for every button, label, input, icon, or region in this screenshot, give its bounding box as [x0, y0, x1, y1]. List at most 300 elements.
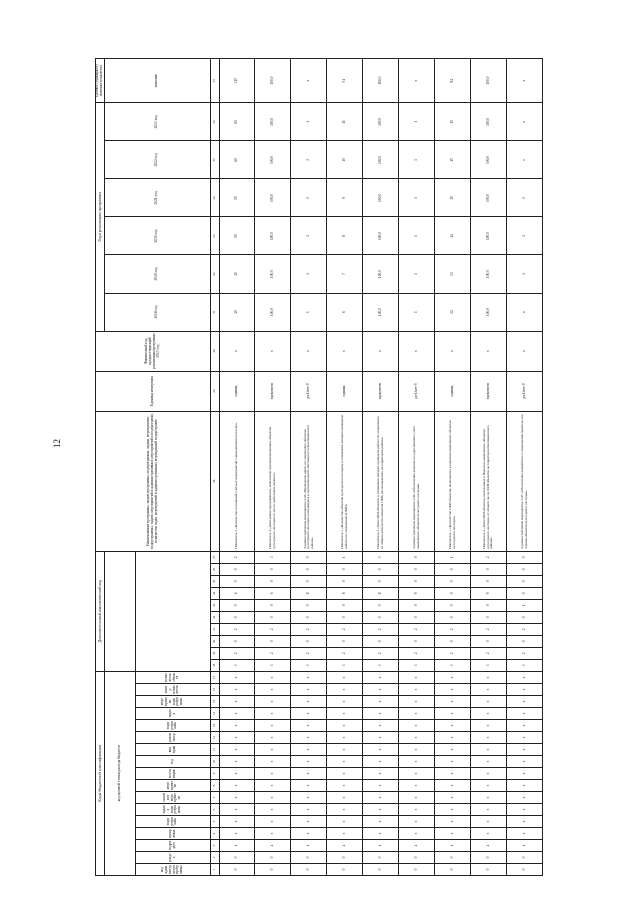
- base-year-cell: x: [291, 331, 327, 371]
- code-cell: x: [435, 720, 471, 732]
- code-cell: x: [507, 804, 543, 816]
- code-cell: 4: [291, 840, 327, 852]
- code-cell: x: [219, 708, 255, 720]
- code-sub-header: год: [135, 756, 210, 768]
- code-cell: 0: [255, 599, 291, 611]
- code-cell: 2: [291, 647, 327, 659]
- year-value-cell: x: [507, 103, 543, 141]
- base-year-cell: x: [471, 331, 507, 371]
- code-cell: x: [399, 816, 435, 828]
- code-cell: 0: [291, 635, 327, 647]
- column-number: 19: [210, 647, 219, 659]
- code-cell: x: [399, 744, 435, 756]
- code-cell: x: [327, 828, 363, 840]
- code-cell: x: [507, 828, 543, 840]
- code-cell: 0: [327, 611, 363, 623]
- code-cell: 1: [507, 599, 543, 611]
- code-cell: x: [327, 804, 363, 816]
- year-value-cell: 100,0: [471, 217, 507, 255]
- code-cell: 4: [219, 840, 255, 852]
- code-cell: 0: [219, 611, 255, 623]
- code-cell: x: [435, 732, 471, 744]
- code-cell: 2: [291, 623, 327, 635]
- year-value-cell: 1: [399, 141, 435, 179]
- code-cell: x: [435, 804, 471, 816]
- code-cell: x: [435, 816, 471, 828]
- code-cell: x: [327, 720, 363, 732]
- year-header: 2019 год: [104, 255, 210, 293]
- code-cell: 4: [255, 840, 291, 852]
- unit-cell: да-1/нет-0: [291, 371, 327, 411]
- code-cell: 2: [363, 623, 399, 635]
- code-cell: x: [507, 684, 543, 696]
- column-number: 30: [210, 331, 219, 371]
- code-cell: 3: [291, 659, 327, 671]
- column-number: 28: [210, 411, 219, 551]
- unit-cell: единиц: [327, 371, 363, 411]
- table-row: [399, 59, 435, 876]
- indicator-name-cell: Показатель 2 «Доля ОКН объектов, включенных в Перечень выявленных объектов культурного наследия, от общего числа ОКН объектов на территории Колпашевского района»: [471, 411, 507, 551]
- addl-code-header: Дополнительный аналитический код: [96, 551, 105, 671]
- code-cell: x: [291, 828, 327, 840]
- code-cell: x: [363, 684, 399, 696]
- code-cell: x: [363, 816, 399, 828]
- code-cell: x: [399, 828, 435, 840]
- base-year-cell: x: [399, 331, 435, 371]
- code-cell: 4: [471, 840, 507, 852]
- code-sub-header: задача: [135, 708, 210, 720]
- code-cell: x: [399, 720, 435, 732]
- code-cell: 2: [435, 647, 471, 659]
- table-row: [471, 59, 507, 876]
- code-cell: 0: [435, 864, 471, 876]
- code-cell: x: [327, 768, 363, 780]
- table-row: [507, 59, 543, 876]
- code-cell: 0: [363, 635, 399, 647]
- column-number: 24: [210, 587, 219, 599]
- column-number: 1: [210, 864, 219, 876]
- code-cell: 2: [507, 623, 543, 635]
- code-cell: x: [399, 792, 435, 804]
- code-cell: x: [327, 744, 363, 756]
- code-cell: x: [327, 732, 363, 744]
- code-cell: 0: [219, 575, 255, 587]
- column-number: 27: [210, 551, 219, 563]
- code-sub-header: поставщик: [135, 768, 210, 780]
- code-cell: x: [255, 792, 291, 804]
- header-row-1: [96, 59, 105, 876]
- code-cell: x: [255, 684, 291, 696]
- code-sub-header: показатель объекта: [135, 671, 210, 683]
- year-value-cell: 100,0: [255, 103, 291, 141]
- code-cell: 2: [471, 551, 507, 563]
- code-cell: 0: [399, 611, 435, 623]
- year-value-cell: 1: [291, 217, 327, 255]
- code-cell: x: [435, 756, 471, 768]
- code-cell: x: [219, 696, 255, 708]
- code-cell: x: [399, 684, 435, 696]
- year-header: 2020 год: [104, 217, 210, 255]
- year-value-cell: 8: [327, 217, 363, 255]
- code-cell: 2: [471, 623, 507, 635]
- code-cell: 9: [399, 587, 435, 599]
- code-cell: 2: [327, 623, 363, 635]
- code-cell: x: [291, 684, 327, 696]
- code-cell: x: [435, 792, 471, 804]
- code-cell: 0: [471, 852, 507, 864]
- code-cell: 3: [507, 659, 543, 671]
- year-value-cell: 1: [507, 179, 543, 217]
- code-cell: x: [399, 756, 435, 768]
- code-cell: 0: [327, 599, 363, 611]
- year-value-cell: 15: [435, 179, 471, 217]
- code-cell: x: [255, 696, 291, 708]
- year-value-cell: 100,0: [471, 103, 507, 141]
- code-cell: x: [255, 744, 291, 756]
- column-number: 21: [210, 623, 219, 635]
- year-header: 2018 год: [104, 293, 210, 331]
- indicator-name-cell: Показатель 3 «Доля реконструированных, капитально отремонтированных объектов культурного наследия от числа требующих ремонта»: [255, 411, 291, 551]
- code-cell: x: [255, 708, 291, 720]
- code-cell: 6: [219, 587, 255, 599]
- year-value-cell: 100,0: [363, 255, 399, 293]
- target-item-header: код целевой статьи расхода бюджета: [104, 671, 135, 875]
- code-cell: x: [471, 828, 507, 840]
- column-number: 37: [210, 59, 219, 103]
- code-cell: x: [507, 816, 543, 828]
- code-cell: 0: [255, 563, 291, 575]
- code-cell: x: [291, 792, 327, 804]
- code-cell: 0: [399, 599, 435, 611]
- code-sub-header: подраздел: [135, 840, 210, 852]
- code-cell: x: [291, 732, 327, 744]
- code-cell: x: [291, 804, 327, 816]
- code-cell: 0: [471, 599, 507, 611]
- column-number: 14: [210, 708, 219, 720]
- code-cell: 0: [471, 635, 507, 647]
- column-number: 9: [210, 768, 219, 780]
- code-cell: x: [291, 816, 327, 828]
- code-cell: x: [507, 780, 543, 792]
- code-cell: x: [291, 696, 327, 708]
- indicator-name-cell: Показатель 1 «Количество объектов культурного наследия, в отношении которых проведены работы по сохранению (ОКН)»: [327, 411, 363, 551]
- code-cell: 0: [507, 575, 543, 587]
- code-cell: x: [399, 780, 435, 792]
- unit-cell: процентов: [255, 371, 291, 411]
- code-sub-header: подпрограмма: [135, 816, 210, 828]
- code-cell: 0: [363, 599, 399, 611]
- column-number: 32: [210, 255, 219, 293]
- code-cell: x: [435, 828, 471, 840]
- year-value-cell: 1: [291, 179, 327, 217]
- code-cell: x: [471, 684, 507, 696]
- final-value-cell: 84: [435, 59, 471, 103]
- year-value-cell: 100,0: [255, 217, 291, 255]
- year-header: 2022 год: [104, 141, 210, 179]
- year-value-cell: 11: [327, 103, 363, 141]
- addl-code-sub-header-blank: [135, 551, 210, 671]
- code-cell: 0: [471, 611, 507, 623]
- code-cell: 0: [327, 635, 363, 647]
- code-cell: x: [327, 671, 363, 683]
- year-value-cell: 9: [327, 179, 363, 217]
- code-cell: 3: [255, 659, 291, 671]
- code-cell: x: [327, 708, 363, 720]
- code-cell: 0: [327, 852, 363, 864]
- code-cell: x: [435, 780, 471, 792]
- code-sub-header: задача подпрограммы: [135, 804, 210, 816]
- final-value-cell: x: [507, 59, 543, 103]
- year-value-cell: 100,0: [363, 103, 399, 141]
- code-cell: 4: [507, 840, 543, 852]
- column-number: 8: [210, 780, 219, 792]
- budget-class-header: Коды бюджетной классификации: [96, 671, 105, 875]
- year-value-cell: 100,0: [255, 255, 291, 293]
- column-number: 12: [210, 732, 219, 744]
- code-cell: 0: [291, 599, 327, 611]
- code-cell: x: [507, 792, 543, 804]
- code-cell: 2: [471, 647, 507, 659]
- year-value-cell: 40: [219, 293, 255, 331]
- year-value-cell: 100,0: [255, 179, 291, 217]
- code-cell: 0: [255, 864, 291, 876]
- column-number: 2: [210, 852, 219, 864]
- code-cell: x: [363, 720, 399, 732]
- code-cell: x: [219, 828, 255, 840]
- unit-cell: да-1/нет-0: [399, 371, 435, 411]
- code-cell: 9: [471, 587, 507, 599]
- code-cell: 2: [327, 647, 363, 659]
- year-value-cell: 1: [507, 217, 543, 255]
- code-cell: 4: [363, 840, 399, 852]
- code-cell: x: [291, 768, 327, 780]
- code-cell: 0: [327, 563, 363, 575]
- code-sub-header: номер показателя: [135, 684, 210, 696]
- code-cell: 0: [471, 563, 507, 575]
- unit-cell: единиц: [435, 371, 471, 411]
- code-cell: x: [471, 804, 507, 816]
- code-cell: 1: [327, 551, 363, 563]
- code-cell: 0: [435, 575, 471, 587]
- code-cell: 3: [363, 551, 399, 563]
- code-cell: x: [435, 768, 471, 780]
- final-value-cell: 51: [327, 59, 363, 103]
- code-cell: x: [255, 828, 291, 840]
- year-value-cell: 100,0: [255, 141, 291, 179]
- code-cell: 0: [471, 864, 507, 876]
- code-sub-header: раздел: [135, 852, 210, 864]
- year-value-cell: 65: [219, 103, 255, 141]
- code-cell: 0: [435, 563, 471, 575]
- code-cell: 0: [399, 563, 435, 575]
- table-row: [255, 59, 291, 876]
- code-cell: 0: [363, 611, 399, 623]
- code-cell: 0: [219, 864, 255, 876]
- indicator-name-cell: Показатель 2 «Доля ОКН объектов, в отношении которых проведена работа по сохранению, от общего количества объектов ОКН, расположенных на территории района»: [363, 411, 399, 551]
- code-cell: x: [435, 708, 471, 720]
- addl-code-sub-header: [104, 551, 135, 671]
- code-cell: 0: [507, 551, 543, 563]
- code-cell: x: [507, 720, 543, 732]
- year-value-cell: 1: [399, 293, 435, 331]
- unit-cell: да-1/нет-0: [507, 371, 543, 411]
- code-cell: x: [219, 756, 255, 768]
- column-number: 15: [210, 696, 219, 708]
- column-number: 33: [210, 217, 219, 255]
- code-cell: 0: [327, 864, 363, 876]
- code-cell: x: [399, 671, 435, 683]
- year-value-cell: 1: [399, 255, 435, 293]
- code-cell: 2: [219, 623, 255, 635]
- code-cell: 3: [363, 659, 399, 671]
- code-cell: x: [507, 696, 543, 708]
- code-cell: x: [507, 732, 543, 744]
- code-cell: 4: [399, 840, 435, 852]
- year-value-cell: 100,0: [363, 179, 399, 217]
- year-value-cell: 100,0: [471, 179, 507, 217]
- column-number: 35: [210, 141, 219, 179]
- unit-cell: единиц: [219, 371, 255, 411]
- code-cell: 0: [291, 852, 327, 864]
- code-cell: 0: [255, 575, 291, 587]
- code-cell: x: [435, 671, 471, 683]
- column-number: 22: [210, 611, 219, 623]
- code-cell: x: [363, 804, 399, 816]
- code-cell: 0: [291, 611, 327, 623]
- code-cell: 0: [291, 563, 327, 575]
- final-value-cell: x: [291, 59, 327, 103]
- program-indicators-table: [95, 58, 543, 876]
- code-cell: 0: [291, 575, 327, 587]
- final-value-header: Целевое (суммарное) значение показателя: [96, 59, 105, 103]
- code-sub-header: подпрограмма: [135, 720, 210, 732]
- code-cell: 0: [363, 575, 399, 587]
- code-cell: 0: [291, 551, 327, 563]
- indicator-name-cell: Административное мероприятие 2.07 «Обеспечение разработки и утверждения проектов зон охраны объектов культурного наследия»: [507, 411, 543, 551]
- code-cell: x: [327, 684, 363, 696]
- final-value-sub-header: значение: [104, 59, 210, 103]
- rotated-table-wrapper: [95, 58, 543, 876]
- code-cell: 2: [219, 647, 255, 659]
- code-cell: 0: [507, 852, 543, 864]
- code-cell: 8: [327, 587, 363, 599]
- year-value-cell: 100,0: [363, 141, 399, 179]
- column-number: 23: [210, 599, 219, 611]
- column-number: 36: [210, 103, 219, 141]
- code-cell: 0: [507, 563, 543, 575]
- column-numbers-row: [210, 59, 219, 876]
- column-number: 13: [210, 720, 219, 732]
- column-number: 17: [210, 671, 219, 683]
- code-cell: x: [363, 708, 399, 720]
- code-cell: 2: [399, 647, 435, 659]
- code-cell: x: [291, 744, 327, 756]
- code-sub-header: основное мероприятие: [135, 792, 210, 804]
- unit-cell: процентов: [471, 371, 507, 411]
- code-cell: 4: [435, 840, 471, 852]
- code-cell: x: [219, 684, 255, 696]
- code-cell: x: [363, 744, 399, 756]
- code-cell: x: [399, 768, 435, 780]
- code-cell: x: [255, 720, 291, 732]
- year-header: 2023 год: [104, 103, 210, 141]
- code-cell: x: [507, 768, 543, 780]
- code-cell: 2: [219, 551, 255, 563]
- code-cell: 0: [507, 864, 543, 876]
- indicator-name-cell: Административное мероприятие 2.06 «Обеспечение ведения государственного учета выявленных объектов культурного наследия»: [399, 411, 435, 551]
- column-number: 34: [210, 179, 219, 217]
- table-row: [435, 59, 471, 876]
- year-value-cell: 10: [327, 141, 363, 179]
- column-number: 6: [210, 804, 219, 816]
- code-cell: x: [471, 792, 507, 804]
- code-cell: x: [219, 671, 255, 683]
- code-cell: x: [219, 768, 255, 780]
- code-cell: x: [219, 720, 255, 732]
- code-cell: x: [399, 708, 435, 720]
- code-cell: 0: [255, 611, 291, 623]
- code-cell: 0: [471, 575, 507, 587]
- code-cell: 0: [255, 635, 291, 647]
- code-cell: x: [255, 756, 291, 768]
- code-cell: x: [363, 732, 399, 744]
- final-value-cell: x: [399, 59, 435, 103]
- code-cell: 0: [435, 852, 471, 864]
- code-cell: 3: [219, 659, 255, 671]
- code-cell: x: [399, 696, 435, 708]
- base-year-cell: x: [507, 331, 543, 371]
- unit-column-header: Единица измерения: [96, 371, 211, 411]
- final-value-cell: 100,0: [255, 59, 291, 103]
- indicator-name-cell: Показатель 2 «Количество посещений учетных мероприятий учреждениями культуры»: [219, 411, 255, 551]
- code-cell: 0: [507, 611, 543, 623]
- code-sub-header: код администратора программы: [135, 864, 210, 876]
- code-cell: 2: [507, 647, 543, 659]
- name-column-header: Наименование программы, задачи программы, подпрограммы, задачи, мероприятия, подпрограммы, задачи, мероприятий и административных мероприятий и подпрограмм, показатели задач, мероприятий и административных мероприятий подпрограмм: [96, 411, 211, 551]
- code-cell: 8: [363, 587, 399, 599]
- code-cell: 0: [435, 599, 471, 611]
- column-number: 20: [210, 635, 219, 647]
- code-sub-header: мероприятие подпрограммы: [135, 696, 210, 708]
- column-number: 4: [210, 828, 219, 840]
- year-value-cell: 1: [399, 179, 435, 217]
- year-value-cell: 100,0: [471, 141, 507, 179]
- code-sub-header: вид прав: [135, 744, 210, 756]
- year-value-cell: 1: [291, 141, 327, 179]
- year-value-cell: 100,0: [471, 293, 507, 331]
- code-cell: x: [219, 816, 255, 828]
- column-number: 10: [210, 756, 219, 768]
- code-cell: x: [363, 768, 399, 780]
- table-row: [327, 59, 363, 876]
- code-cell: x: [471, 756, 507, 768]
- final-value-cell: 100,0: [471, 59, 507, 103]
- code-cell: 2: [255, 647, 291, 659]
- code-cell: x: [219, 780, 255, 792]
- table-row: [363, 59, 399, 876]
- code-cell: x: [255, 732, 291, 744]
- column-number: 16: [210, 684, 219, 696]
- code-cell: 2: [435, 623, 471, 635]
- code-cell: 2: [255, 623, 291, 635]
- code-cell: x: [435, 684, 471, 696]
- code-cell: x: [507, 671, 543, 683]
- code-cell: 8: [291, 587, 327, 599]
- code-cell: 0: [507, 587, 543, 599]
- code-cell: 3: [255, 551, 291, 563]
- code-cell: x: [399, 732, 435, 744]
- code-cell: 0: [435, 635, 471, 647]
